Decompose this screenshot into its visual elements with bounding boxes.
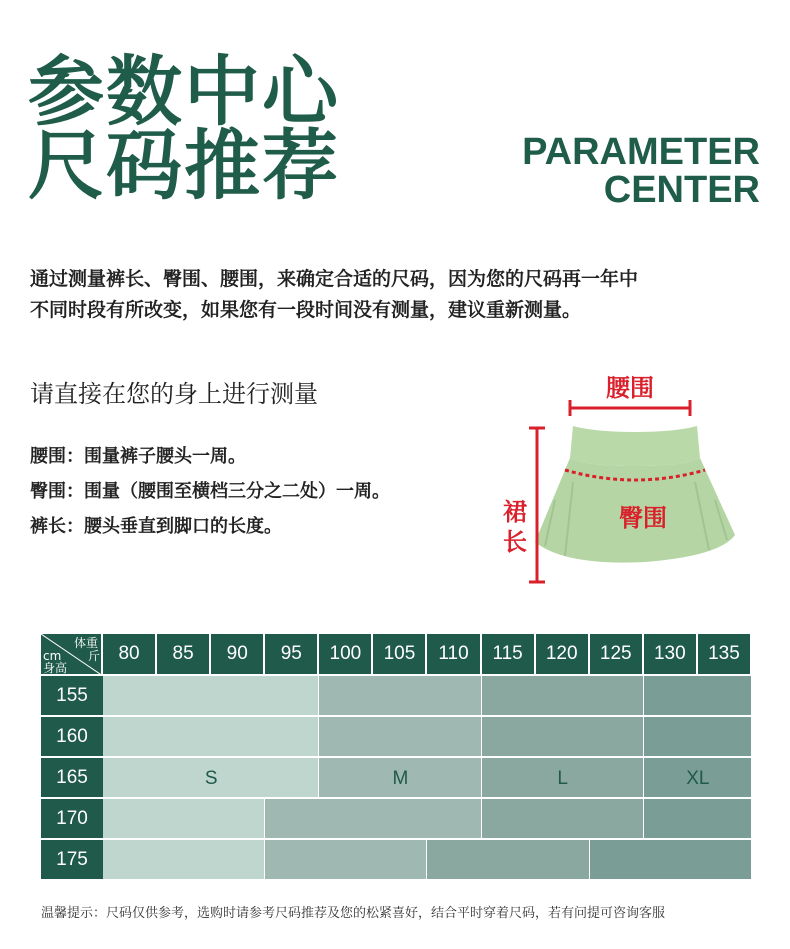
corner-weight: 体重 <box>74 636 99 650</box>
size-cell-m <box>265 840 427 881</box>
measure-label: 臀围： <box>30 481 84 502</box>
size-cell-s <box>103 717 319 758</box>
weight-header: 100 <box>319 634 373 676</box>
size-label: XL <box>686 767 710 789</box>
corner-unit-kg: 斤 <box>88 649 101 663</box>
title-en-line1: PARAMETER <box>522 131 760 173</box>
height-header: 155 <box>41 676 103 717</box>
measure-text: 围量裤子腰头一周。 <box>84 446 246 467</box>
intro-text <box>30 264 770 326</box>
weight-header: 115 <box>482 634 536 676</box>
corner-unit-cm: cm <box>43 649 62 663</box>
size-cell-l <box>482 717 644 758</box>
measure-label: 腰围： <box>30 446 84 467</box>
size-cell-l <box>482 799 644 840</box>
size-label: M <box>392 767 409 789</box>
weight-header: 120 <box>536 634 590 676</box>
length-label-1: 裙 <box>503 498 527 526</box>
measure-item-waist <box>30 442 246 468</box>
weight-header: 95 <box>265 634 319 676</box>
measure-heading: 请直接在您的身上进行测量 <box>30 380 318 408</box>
size-cell-xl <box>644 676 752 717</box>
skirt-measure-diagram <box>495 360 755 600</box>
size-cell-s <box>103 676 319 717</box>
height-header: 160 <box>41 717 103 758</box>
weight-header: 110 <box>427 634 481 676</box>
size-label: S <box>204 767 218 789</box>
length-label-2: 长 <box>503 528 527 556</box>
weight-header: 135 <box>698 634 752 676</box>
measure-text: 围量（腰围至横档三分之二处）一周。 <box>84 481 390 502</box>
corner-height: 身高 <box>43 661 68 675</box>
title-cn-line2: 尺码推荐 <box>28 121 340 210</box>
tip-text: 温馨提示：尺码仅供参考，选购时请参考尺码推荐及您的松紧喜好，结合平时穿着尺码，若有问提可咨询客服 <box>41 906 666 921</box>
intro-line2: 不同时段有所改变，如果您有一段时间没有测量，建议重新测量。 <box>30 299 582 321</box>
skirt-illustration <box>535 426 735 563</box>
size-cell-m <box>319 717 481 758</box>
measure-text: 腰头垂直到脚口的长度。 <box>84 516 282 537</box>
table-corner <box>41 634 103 676</box>
length-marker <box>529 428 545 582</box>
size-cell-xl <box>590 840 752 881</box>
weight-header: 130 <box>644 634 698 676</box>
weight-header: 80 <box>103 634 157 676</box>
measure-item-hip <box>30 477 390 503</box>
measure-label: 裤长： <box>30 516 84 537</box>
size-cell-l <box>482 676 644 717</box>
size-label: L <box>557 767 568 789</box>
weight-header: 90 <box>211 634 265 676</box>
size-cell-m <box>319 676 481 717</box>
title-cn-line1: 参数中心 <box>28 47 340 136</box>
size-cell-l <box>427 840 589 881</box>
height-header: 175 <box>41 840 103 881</box>
weight-header: 125 <box>590 634 644 676</box>
height-header: 170 <box>41 799 103 840</box>
weight-header: 105 <box>373 634 427 676</box>
weight-header: 85 <box>157 634 211 676</box>
size-cell-s <box>103 840 265 881</box>
title-en-line2: CENTER <box>603 169 760 211</box>
measure-item-length <box>30 512 282 538</box>
hip-label: 臀围 <box>619 504 667 532</box>
size-cell-xl <box>644 717 752 758</box>
size-cell-m <box>265 799 481 840</box>
intro-line1: 通过测量裤长、臀围、腰围，来确定合适的尺码，因为您的尺码再一年中 <box>30 268 639 290</box>
size-cell-xl <box>644 799 752 840</box>
waist-label: 腰围 <box>606 374 654 402</box>
size-cell-s <box>103 799 265 840</box>
waist-marker <box>570 400 690 416</box>
height-header: 165 <box>41 758 103 799</box>
